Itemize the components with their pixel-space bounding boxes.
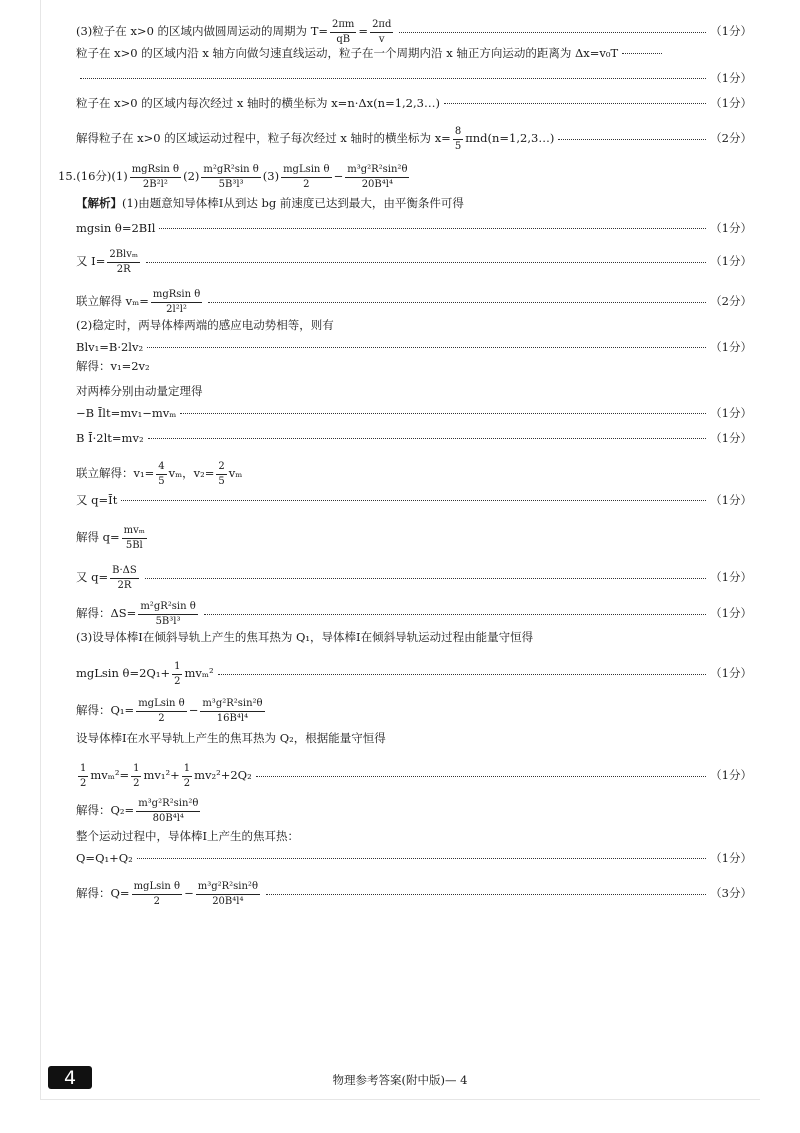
answer-line [76,223,752,235]
fraction-numerator: 2πd [370,19,393,33]
fraction-denominator: qB [336,33,351,45]
dotted-leader [137,858,706,859]
line-text: 解得：Q₁= [76,703,135,718]
line-text: 联立解得 vₘ= [76,294,149,309]
page-edge-bottom [40,1099,760,1100]
page-number-badge: 4 [48,1066,92,1089]
line-text: 又 q=Īt [76,493,118,507]
answer-line [76,249,752,275]
answer-line [76,881,752,907]
line-text: vₘ，v₂= [168,466,215,481]
score-mark: （3分） [710,886,752,901]
line-text: 设导体棒Ⅰ在水平导轨上产生的焦耳热为 Q₂，根据能量守恒得 [76,731,386,745]
answer-line [76,19,752,45]
answer-line [76,48,752,60]
answer-line [76,73,752,85]
fraction-numerator: 2Blvₘ [107,249,140,263]
dotted-leader [145,578,706,579]
line-text: mv₁²+ [143,768,180,783]
fraction [156,461,166,487]
fraction-numerator: mgLsin θ [281,164,332,178]
fraction-numerator: 2πm [330,19,356,33]
fraction-numerator: 1 [172,661,182,675]
fraction [138,601,197,627]
dotted-leader [180,413,706,414]
dotted-leader [444,103,706,104]
line-text: − [188,703,199,718]
fraction-denominator: 2l²l² [166,303,187,315]
dotted-leader [208,302,706,303]
answer-line [76,525,752,551]
answer-line [76,632,752,644]
line-text: 整个运动过程中，导体棒Ⅰ上产生的焦耳热： [76,829,300,843]
fraction-numerator: m³g²R²sin²θ [200,698,264,712]
dotted-leader [80,78,706,79]
fraction [122,525,147,551]
fraction-denominator: 16B⁴l⁴ [216,712,249,724]
answer-line [76,661,752,687]
fraction [330,19,356,45]
score-mark: （2分） [710,294,752,309]
fraction [151,289,202,315]
answer-line [76,733,752,745]
line-text: 解得：v₁=2v₂ [76,359,150,373]
line-text: πnd(n=1,2,3…) [465,131,555,146]
fraction [196,881,260,907]
score-mark: （1分） [710,340,752,354]
fraction-numerator: m²gR²sin θ [138,601,197,615]
fraction-denominator: 2R [117,579,132,591]
dotted-leader [147,347,706,348]
line-text: 联立解得：v₁= [76,466,155,481]
fraction [200,698,264,724]
page-edge-left [40,0,41,1099]
fraction-denominator: 2 [158,712,165,724]
page-footer: 物理参考答案(附中版)— 4 [332,1073,468,1087]
dotted-leader [148,438,707,439]
fraction [370,19,393,45]
fraction-denominator: 5B³l³ [155,615,181,627]
line-text: mvₘ²= [90,768,130,783]
line-text: Q=Q₁+Q₂ [76,851,133,865]
fraction-denominator: 2 [153,895,161,907]
score-mark: （1分） [710,71,752,85]
dotted-leader [146,262,706,263]
answer-line [76,126,752,152]
answer-line [76,461,752,487]
answer-line [76,408,752,420]
fraction-denominator: 20B⁴l⁴ [212,895,244,907]
line-text: (3)设导体棒Ⅰ在倾斜导轨上产生的焦耳热为 Q₁，导体棒Ⅰ在倾斜导轨运动过程由能量守恒得 [76,630,534,644]
answer-line [76,320,752,332]
line-text: B Ī·2lt=mv₂ [76,431,144,445]
fraction [136,798,200,824]
fraction [132,881,183,907]
dotted-leader [121,500,706,501]
fraction-numerator: 1 [78,763,88,777]
answer-line [76,495,752,507]
line-text: 解得：Q= [76,886,130,901]
line-text: mv₂²+2Q₂ [194,768,252,783]
dotted-leader [558,139,706,140]
score-mark: （1分） [710,24,752,39]
fraction-denominator: v [378,33,385,45]
answer-line [76,763,752,789]
fraction-numerator: mvₘ [122,525,147,539]
answer-line [76,601,752,627]
fraction-numerator: 1 [131,763,141,777]
line-text: (3) [262,169,280,184]
fraction-numerator: m³g²R²sin²θ [345,164,409,178]
answer-line [76,98,752,110]
fraction-denominator: 20B⁴l⁴ [361,178,393,190]
fraction-numerator: 4 [156,461,166,475]
fraction-numerator: mgLsin θ [132,881,183,895]
line-text: mvₘ² [184,666,214,681]
score-mark: （1分） [710,768,752,783]
fraction-numerator: 2 [216,461,226,475]
fraction-numerator: mgLsin θ [136,698,187,712]
answer-line [76,565,752,591]
fraction-denominator: 2 [183,777,191,789]
dotted-leader [256,776,706,777]
fraction-numerator: mgRsin θ [130,164,181,178]
answer-line [76,342,752,354]
fraction [182,763,192,789]
fraction-denominator: 5 [454,140,462,152]
line-text: 解得 q= [76,530,120,545]
score-mark: （1分） [710,221,752,235]
score-mark: （1分） [710,666,752,681]
fraction [130,164,181,190]
fraction-denominator: 2 [174,675,181,687]
answer-line [76,698,752,724]
dotted-leader [622,53,662,54]
fraction [110,565,139,591]
answer-line [58,164,734,190]
fraction [78,763,88,789]
fraction-denominator: 2R [116,263,131,275]
line-text: (1)由题意知导体棒Ⅰ从到达 bg 前速度已达到最大，由平衡条件可得 [122,196,464,210]
score-mark: （1分） [710,96,752,110]
fraction [172,661,182,687]
dotted-leader [399,32,706,33]
line-text: 又 q= [76,570,109,585]
line-text: (3)粒子在 x>0 的区域内做圆周运动的周期为 T= [76,24,328,39]
score-mark: （1分） [710,606,752,621]
fraction [136,698,187,724]
fraction-denominator: 2B²l² [142,178,168,190]
score-mark: （1分） [710,493,752,507]
fraction-denominator: 2 [80,777,87,789]
answer-line [76,361,752,373]
line-text: −B Īlt=mv₁−mvₘ [76,406,177,420]
fraction [201,164,260,190]
line-text: − [184,886,194,901]
fraction-numerator: 8 [453,126,463,140]
line-text: 粒子在 x>0 的区域内沿 x 轴方向做匀速直线运动，粒子在一个周期内沿 x 轴正方向运动的距离为 Δx=v₀T [76,46,619,60]
answer-line [76,289,752,315]
answer-line [76,853,752,865]
line-text: (2) [183,169,200,184]
line-text: 解得：ΔS= [76,606,137,621]
fraction-numerator: m³g²R²sin²θ [136,798,200,812]
fraction-denominator: 2 [133,777,140,789]
fraction [345,164,409,190]
fraction-numerator: mgRsin θ [151,289,202,303]
score-mark: （1分） [710,254,752,269]
line-text: 解得粒子在 x>0 的区域运动过程中，粒子每次经过 x 轴时的横坐标为 x= [76,131,451,146]
fraction [107,249,140,275]
score-mark: （1分） [710,570,752,585]
dotted-leader [266,894,706,895]
score-mark: （1分） [710,851,752,865]
score-mark: （1分） [710,431,752,445]
fraction-denominator: 2 [303,178,310,190]
line-text: 解得：Q₂= [76,803,135,818]
fraction-numerator: B·ΔS [110,565,139,579]
line-text: − [333,169,344,184]
line-text: 对两棒分别由动量定理得 [76,384,203,398]
line-text: mgLsin θ=2Q₁+ [76,666,171,681]
answer-line [76,831,752,843]
fraction-numerator: m²gR²sin θ [201,164,260,178]
answer-line [76,386,752,398]
line-text: mgsin θ=2BIl [76,221,156,235]
dotted-leader [218,674,707,675]
fraction-denominator: 5 [218,475,225,487]
fraction-numerator: m³g²R²sin²θ [196,881,260,895]
fraction [453,126,463,152]
fraction [281,164,332,190]
fraction-denominator: 5 [158,475,165,487]
fraction-denominator: 80B⁴l⁴ [152,812,184,824]
fraction-numerator: 1 [182,763,192,777]
answer-line [76,433,752,445]
fraction [131,763,141,789]
line-text: = [358,24,369,39]
line-text: 粒子在 x>0 的区域内每次经过 x 轴时的横坐标为 x=n·Δx(n=1,2,3…) [76,96,440,110]
dotted-leader [159,228,706,229]
fraction-denominator: 5Bl [125,539,143,551]
line-text: vₘ [228,466,243,481]
score-mark: （2分） [710,131,752,146]
line-text: 15.(16分)(1) [58,169,128,184]
score-mark: （1分） [710,406,752,420]
line-text: 又 I= [76,254,106,269]
dotted-leader [204,614,706,615]
analysis-label: 【解析】 [76,196,122,210]
fraction-denominator: 5B³l³ [218,178,244,190]
line-text: (2)稳定时，两导体棒两端的感应电动势相等，则有 [76,318,334,332]
answer-line [76,198,752,210]
line-text: Blv₁=B·2lv₂ [76,340,144,354]
fraction [216,461,226,487]
answer-line [76,798,752,824]
